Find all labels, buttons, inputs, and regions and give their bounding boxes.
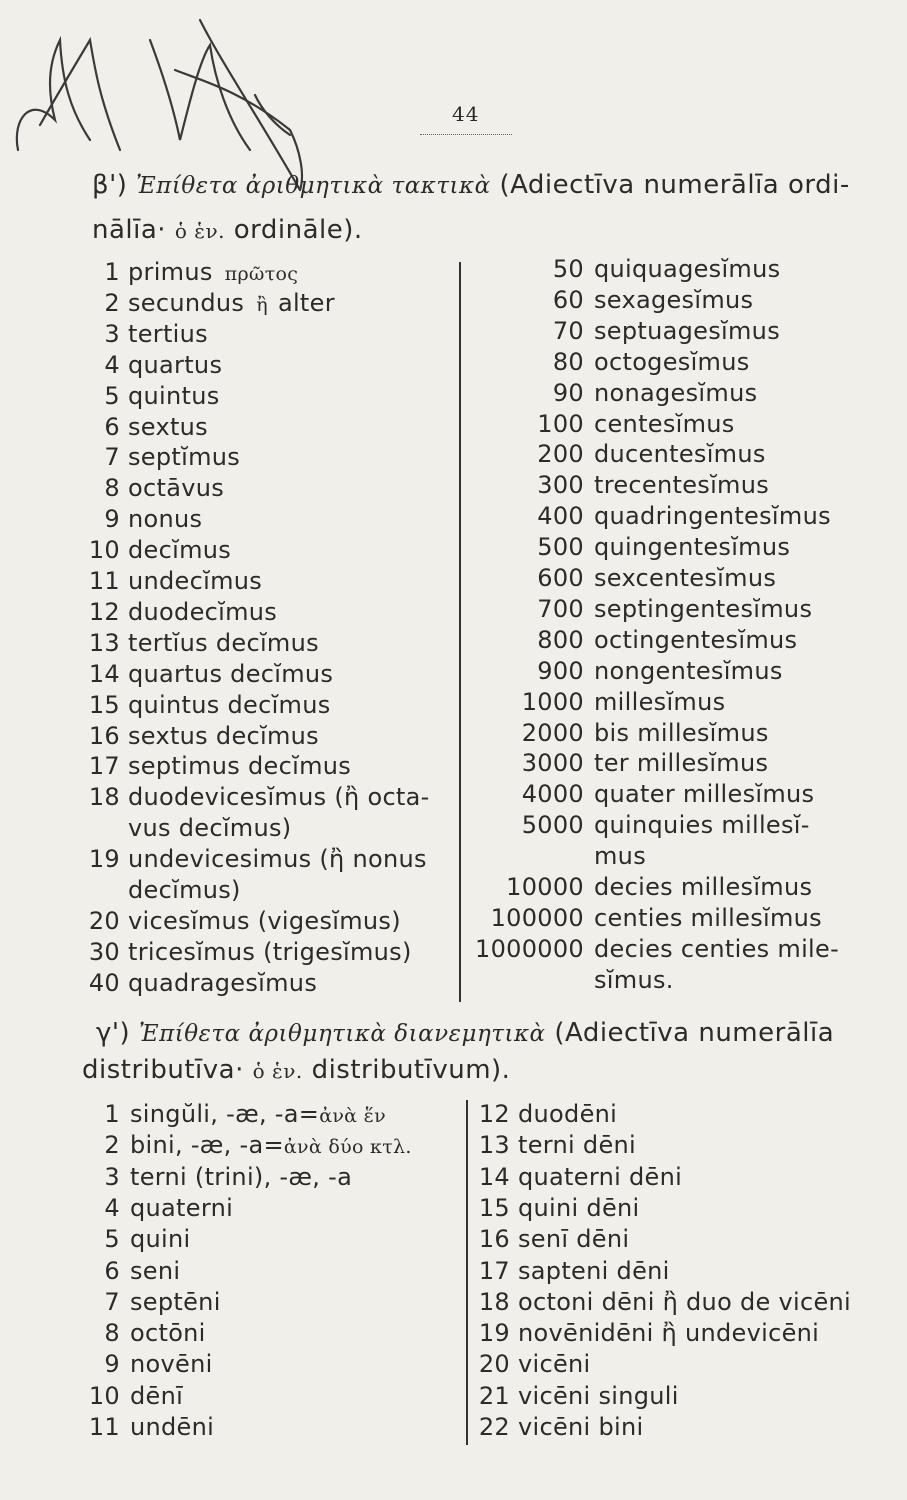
ordinals-column-divider [459,262,461,1002]
list-item-word: quadringentesĭmus [594,502,831,531]
list-item-text [518,1256,670,1285]
list-item-text [128,474,225,503]
list-item-text [594,625,798,654]
section-gamma-article: ὁ ἑν. [252,1059,303,1083]
list-item-text [594,656,783,685]
list-item-text [128,783,430,812]
section-gamma-latin-cont: distributīva· [82,1055,244,1085]
list-item-word: octogesĭmus [594,347,750,376]
list-item-word: sexcentesĭmus [594,564,777,592]
list-item-number: 4 [104,350,120,379]
list-item-number: 1 [104,1100,120,1128]
list-item-word: trecentesĭmus [594,471,770,500]
list-item-text [594,842,646,871]
list-item-word: quini [130,1225,191,1254]
list-item-text [594,811,810,840]
list-item-number: 4000 [521,780,584,809]
list-item-number: 2 [104,288,120,317]
list-item-number: 15 [478,1193,510,1222]
list-item-text [594,594,813,623]
list-item-word: quartus [128,350,223,379]
list-item-number: 40 [88,968,120,997]
list-item-text [128,690,331,719]
list-item-text [130,1350,213,1379]
list-item-text [128,752,352,781]
list-item-number: 9 [104,1350,120,1379]
list-item-text [130,1256,181,1285]
list-item-word: vicēni [518,1350,591,1379]
list-item-text [130,1102,386,1126]
list-item-word: quingentesĭmus [594,533,791,562]
list-item-word: quini dēni [518,1193,640,1222]
list-item-word: seni [130,1256,181,1285]
list-item-text [130,1131,412,1160]
list-item-text [128,536,232,565]
list-item-number: 13 [478,1131,510,1160]
list-item-word: undecĭmus [128,567,263,595]
section-beta-latin-end: ordināle). [233,215,363,245]
list-item-text [128,628,319,657]
page-number: 44 [452,102,480,126]
list-item-number: 300 [537,471,584,500]
list-item-number: 20 [88,906,120,935]
list-item-number: 5 [104,1225,120,1254]
list-item-text [594,316,780,345]
list-item-text [594,934,840,963]
page-number-rule [420,134,512,135]
list-item-word: quintus decĭmus [128,690,331,719]
list-item-number: 100000 [490,903,584,932]
list-item-number: 10 [88,1381,120,1410]
list-item-text [594,749,769,778]
list-item-text [128,288,335,317]
list-item-text [518,1319,820,1348]
list-item-number: 16 [88,721,120,750]
list-item-text [594,566,776,590]
list-item-text [594,718,769,747]
list-item-text [594,965,674,994]
section-beta-heading-cont [92,217,363,243]
list-item-text [518,1415,643,1439]
list-item-text [518,1287,852,1316]
list-item-number: 22 [478,1413,510,1441]
list-item-word: vus decĭmus) [128,814,292,843]
list-item-word: centesĭmus [594,409,735,438]
list-item-greek: ἢ [256,293,268,316]
list-item-number: 7 [104,1287,120,1316]
list-item-text [128,814,292,843]
list-item-word: quaterni dēni [518,1162,683,1191]
list-item-number: 21 [478,1381,510,1410]
list-item-word: terni dēni [518,1131,637,1160]
list-item-word: secundus [128,288,245,317]
list-item-word: senī dēni [518,1225,630,1254]
list-item-word: novēni [130,1350,213,1379]
list-item-text [130,1193,234,1222]
list-item-number: 60 [552,285,584,314]
list-item-word: sextus decĭmus [128,721,319,750]
list-item-number: 19 [478,1319,510,1348]
list-item-text [518,1102,617,1126]
list-item-text [594,687,726,716]
list-item-text [128,319,208,348]
list-item-word: tricesĭmus (trigesĭmus) [128,937,412,966]
list-item-word: tertĭus decĭmus [128,628,319,657]
list-item-text [128,597,278,626]
list-item-number: 50 [552,255,584,283]
list-item-word: octoni dēni ἢ duo de vicēni [518,1287,852,1316]
list-item-word: vicēni bini [518,1413,644,1441]
list-item-number: 500 [537,533,584,562]
list-item-number: 700 [537,594,584,623]
list-item-number: 17 [88,752,120,781]
list-item-number: 3000 [521,749,584,778]
list-item-text [594,875,812,899]
list-item-greek: πρῶτος [224,263,299,285]
list-item-number: 16 [478,1225,510,1254]
list-item-word: duodēni [518,1100,618,1128]
list-item-greek: ἀνὰ ἕν [319,1105,386,1127]
list-item-word: centies millesĭmus [594,903,822,932]
list-item-text [130,1415,214,1439]
list-item-number: 12 [478,1100,510,1128]
list-item-number: 6 [104,1256,120,1285]
section-beta-latin-title: (Adiectīva numerālīa ordi- [499,170,850,200]
list-item-word: terni (trini), -æ, -a [130,1162,353,1191]
list-item-text [130,1319,206,1348]
list-item-number: 17 [478,1256,510,1285]
list-item-word: undevicesimus (ἢ nonus [128,845,427,874]
list-item-text [594,347,750,376]
list-item-number: 200 [537,440,584,469]
section-gamma-heading-cont [82,1057,510,1083]
list-item-number: 30 [88,937,120,966]
list-item-word: quaterni [130,1193,234,1222]
list-item-word: novēnidēni ἢ undevicēni [518,1319,820,1348]
list-item-number: 10 [88,536,120,565]
list-item-word: quater millesĭmus [594,780,815,809]
list-item-text [128,721,319,750]
list-item-word: quinquies millesĭ- [594,811,810,840]
list-item-number: 7 [104,443,120,472]
list-item-number: 18 [88,783,120,812]
section-gamma-greek-title: Ἐπίθετα ἀριθμητικὰ διανεμητικὰ [138,1021,546,1047]
section-beta-heading [92,172,850,198]
list-item-text [128,260,298,284]
list-item-text [128,968,318,997]
list-item-word: nonagesĭmus [594,378,758,407]
list-item-number: 15 [88,690,120,719]
list-item-word: nongentesĭmus [594,656,783,685]
list-item-text [128,443,241,472]
list-item-word: decies centies mile- [594,934,840,963]
distributives-column-divider [466,1100,468,1445]
list-item-number: 14 [478,1162,510,1191]
list-item-number: 4 [104,1193,120,1222]
list-item-word: duodevicesĭmus (ἢ octa- [128,783,430,812]
list-item-number: 13 [88,628,120,657]
section-beta-latin-cont: nālīa· [92,215,167,245]
list-item-word: sexagesĭmus [594,285,754,314]
list-item-number: 800 [537,625,584,654]
list-item-word: ducentesĭmus [594,440,766,469]
list-item-text [130,1225,191,1254]
list-item-number: 5000 [521,811,584,840]
section-gamma-latin-title: (Adiectīva numerālīa [554,1018,835,1048]
list-item-number: 400 [537,502,584,531]
list-item-number: 20 [478,1350,510,1379]
list-item-word: sextus [128,412,208,441]
list-item-number: 10000 [506,873,584,901]
list-item-word: octingentesĭmus [594,625,798,654]
list-item-word: nonus [128,505,203,534]
list-item-text [594,257,780,281]
list-item-number: 80 [552,347,584,376]
list-item-text [128,569,262,593]
list-item-word: septēni [130,1287,221,1316]
list-item-number: 11 [88,567,120,595]
list-item-number: 2 [104,1131,120,1160]
list-item-number: 1000 [521,687,584,716]
list-item-number: 9 [104,505,120,534]
section-gamma-latin-end: distributīvum). [311,1055,511,1085]
list-item-text [594,440,766,469]
list-item-word: decĭmus) [128,876,241,904]
list-item-word: quartus decĭmus [128,659,334,688]
list-item-word: octāvus [128,474,225,503]
list-item-number: 2000 [521,718,584,747]
list-item-text [128,350,223,379]
list-item-word: sĭmus. [594,965,674,994]
list-item-word: septuagesĭmus [594,316,780,345]
list-item-word: vicēni singuli [518,1381,679,1410]
list-item-text [128,845,427,874]
list-item-number: 11 [88,1413,120,1441]
list-item-word: bis millesĭmus [594,718,769,747]
list-item-text [594,780,815,809]
section-gamma-label: γ') [96,1018,131,1048]
list-item-text [594,471,770,500]
list-item-text [130,1381,184,1410]
list-item-text [594,409,735,438]
list-item-word: ter millesĭmus [594,749,769,778]
list-item-number: 1 [104,258,120,286]
list-item-text [128,505,203,534]
list-item-number: 14 [88,659,120,688]
list-item-text [128,412,208,441]
list-item-text [518,1162,683,1191]
list-item-word: duodecĭmus [128,597,278,626]
list-item-word: primus [128,258,213,286]
list-item-number: 18 [478,1287,510,1316]
list-item-text [128,878,241,902]
section-beta-article: ὁ ἑν. [174,219,225,243]
list-item-text [130,1287,221,1316]
list-item-number: 12 [88,597,120,626]
list-item-number: 5 [104,381,120,410]
list-item-number: 70 [552,316,584,345]
list-item-word: octōni [130,1319,206,1348]
list-item-word: millesĭmus [594,687,726,716]
list-item-number: 100 [537,409,584,438]
list-item-word: septimus decĭmus [128,752,352,781]
list-item-number: 6 [104,412,120,441]
list-item-text [128,381,220,410]
list-item-text [518,1350,591,1379]
list-item-text [518,1225,630,1254]
list-item-text [594,533,791,562]
section-beta-greek-title: Ἐπίθετα ἀριθμητικὰ τακτικὰ [136,173,491,199]
section-gamma-heading [96,1020,834,1046]
list-item-text [128,659,334,688]
list-item-text [594,378,758,407]
list-item-word: quadragesĭmus [128,968,318,997]
list-item-number: 1000000 [475,934,584,963]
list-item-word: septĭmus [128,443,241,472]
list-item-word-alt: alter [277,288,335,317]
list-item-word: quiquagesĭmus [594,255,781,283]
list-item-number: 3 [104,1162,120,1191]
list-item-number: 3 [104,319,120,348]
list-item-text [594,903,822,932]
list-item-word: singŭli, -æ, -a= [130,1100,320,1128]
list-item-word: quintus [128,381,220,410]
list-item-text [128,906,401,935]
list-item-word: septingentesĭmus [594,594,813,623]
list-item-text [594,502,831,531]
list-item-word: vicesĭmus (vigesĭmus) [128,906,401,935]
list-item-number: 19 [88,845,120,874]
list-item-text [518,1131,637,1160]
list-item-text [518,1381,679,1410]
list-item-number: 900 [537,656,584,685]
list-item-word: mus [594,842,646,871]
list-item-number: 8 [104,1319,120,1348]
list-item-text [594,285,754,314]
list-item-word: decĭmus [128,536,232,565]
list-item-word: dēnī [130,1381,184,1410]
list-item-word: bini, -æ, -a= [130,1131,284,1160]
list-item-greek: ἀνὰ δύο κτλ. [283,1136,412,1159]
list-item-text [128,937,412,966]
list-item-number: 90 [552,378,584,407]
section-beta-label: β') [92,170,128,200]
list-item-word: tertius [128,319,208,348]
list-item-text [518,1193,640,1222]
list-item-word: sapteni dēni [518,1256,670,1285]
list-item-number: 600 [537,564,584,592]
list-item-word: decies millesĭmus [594,873,813,901]
list-item-word: undēni [130,1413,215,1441]
list-item-number: 8 [104,474,120,503]
list-item-text [130,1162,353,1191]
